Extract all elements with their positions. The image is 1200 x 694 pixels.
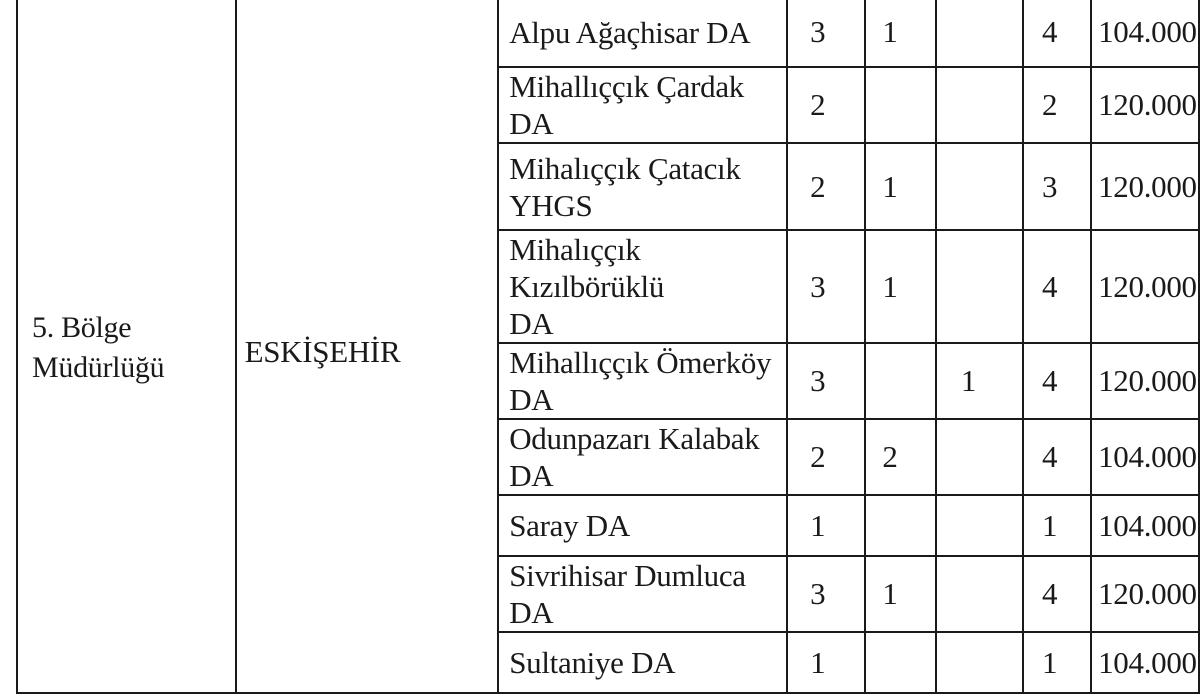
station-name bbox=[498, 230, 787, 343]
total-count: 4 bbox=[1023, 230, 1091, 343]
count-col-2: 1 bbox=[865, 230, 935, 343]
amount-value: 104.000 bbox=[1091, 419, 1199, 495]
total-count: 1 bbox=[1023, 495, 1091, 556]
total-count: 4 bbox=[1023, 343, 1091, 419]
count-col-1: 1 bbox=[787, 495, 865, 556]
count-col-3 bbox=[936, 230, 1023, 343]
count-col-3 bbox=[936, 0, 1023, 67]
amount-value: 120.000 bbox=[1091, 143, 1199, 230]
station-name: Saray DA bbox=[498, 495, 787, 556]
count-col-2 bbox=[865, 632, 935, 693]
count-col-1: 3 bbox=[787, 230, 865, 343]
station-name: Mihallıççık Ömerköy DA bbox=[498, 343, 787, 419]
count-col-3 bbox=[936, 143, 1023, 230]
total-count: 2 bbox=[1023, 67, 1091, 143]
count-col-3 bbox=[936, 495, 1023, 556]
station-table bbox=[16, 0, 1200, 694]
count-col-2 bbox=[865, 343, 935, 419]
amount-value: 104.000 bbox=[1091, 632, 1199, 693]
count-col-1: 3 bbox=[787, 556, 865, 632]
count-col-3 bbox=[936, 632, 1023, 693]
count-col-1: 1 bbox=[787, 632, 865, 693]
station-name-line-2: YHGS bbox=[509, 187, 593, 223]
count-col-1: 3 bbox=[787, 343, 865, 419]
count-col-3 bbox=[936, 556, 1023, 632]
province-cell: ESKİŞEHİR bbox=[236, 0, 499, 693]
amount-value: 104.000 bbox=[1091, 495, 1199, 556]
amount-value: 120.000 bbox=[1091, 67, 1199, 143]
count-col-2: 1 bbox=[865, 556, 935, 632]
station-name: Mihallıççık Çardak DA bbox=[498, 67, 787, 143]
amount-value: 104.000 bbox=[1091, 0, 1199, 67]
station-name: Odunpazarı Kalabak DA bbox=[498, 419, 787, 495]
region-cell bbox=[17, 0, 236, 693]
amount-value: 120.000 bbox=[1091, 230, 1199, 343]
station-name-line-2: DA bbox=[509, 306, 554, 341]
amount-value: 120.000 bbox=[1091, 343, 1199, 419]
total-count: 4 bbox=[1023, 556, 1091, 632]
count-col-2 bbox=[865, 495, 935, 556]
table-row bbox=[17, 0, 1199, 67]
count-col-1: 2 bbox=[787, 143, 865, 230]
count-col-3 bbox=[936, 67, 1023, 143]
total-count: 4 bbox=[1023, 0, 1091, 67]
total-count: 1 bbox=[1023, 632, 1091, 693]
amount-value: 120.000 bbox=[1091, 556, 1199, 632]
total-count: 3 bbox=[1023, 143, 1091, 230]
count-col-3 bbox=[936, 419, 1023, 495]
station-name: Sivrihisar Dumluca DA bbox=[498, 556, 787, 632]
count-col-2 bbox=[865, 67, 935, 143]
region-line-1: 5. Bölge bbox=[32, 311, 132, 344]
station-name-line-1: Mihalıççık Çatacık bbox=[509, 150, 741, 186]
count-col-2: 1 bbox=[865, 143, 935, 230]
total-count: 4 bbox=[1023, 419, 1091, 495]
count-col-1: 3 bbox=[787, 0, 865, 67]
count-col-1: 2 bbox=[787, 67, 865, 143]
station-name-line-1: Mihalıççık Kızılbörüklü bbox=[509, 232, 665, 304]
station-name: Sultaniye DA bbox=[498, 632, 787, 693]
region-line-2: Müdürlüğü bbox=[32, 351, 165, 384]
count-col-2: 2 bbox=[865, 419, 935, 495]
station-name bbox=[498, 143, 787, 230]
count-col-3: 1 bbox=[936, 343, 1023, 419]
count-col-2: 1 bbox=[865, 0, 935, 67]
count-col-1: 2 bbox=[787, 419, 865, 495]
station-name: Alpu Ağaçhisar DA bbox=[498, 0, 787, 67]
